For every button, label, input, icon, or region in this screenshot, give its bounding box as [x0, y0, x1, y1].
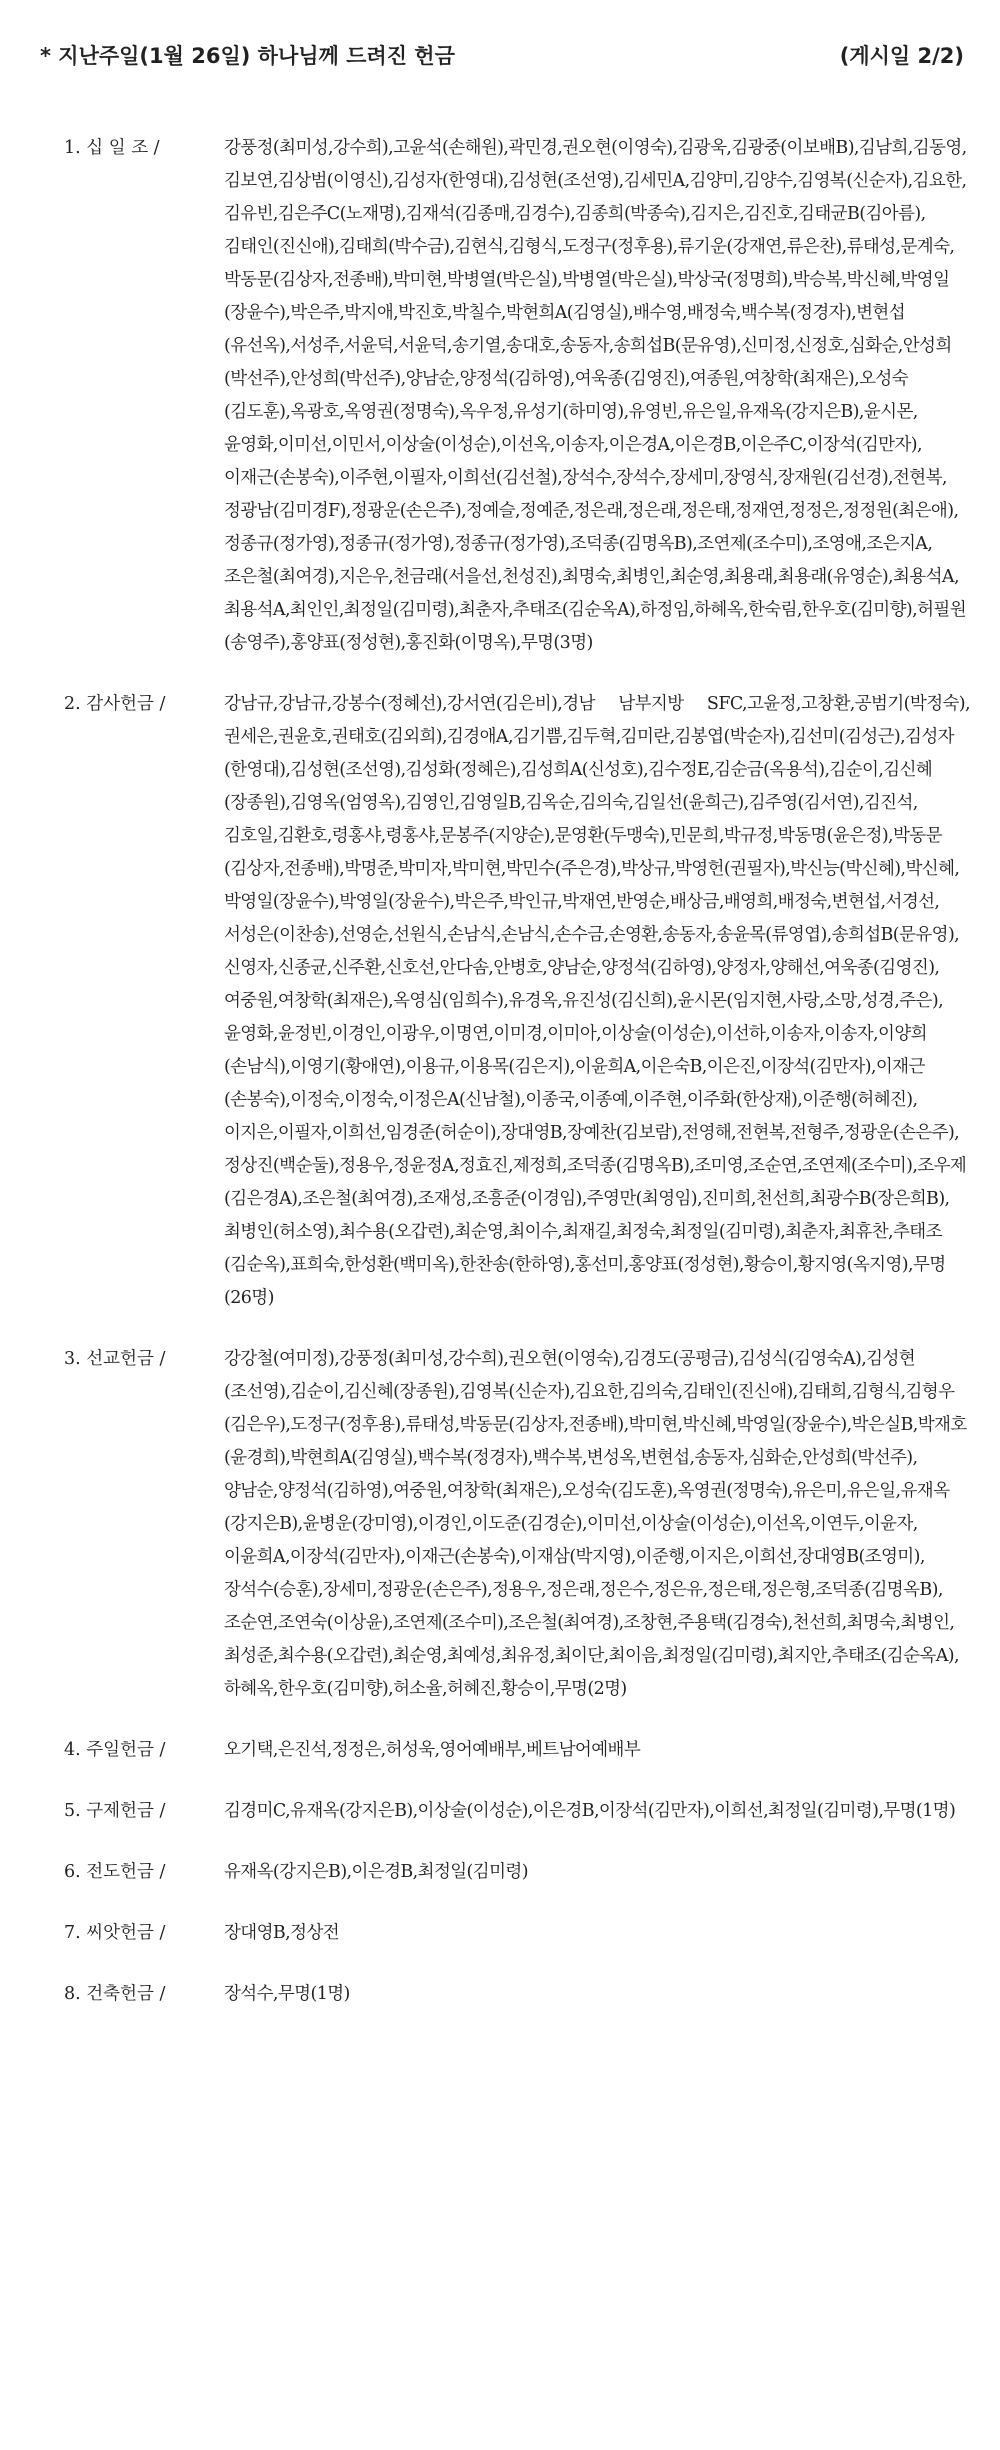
donor-list: 강풍정(최미성,강수희),고윤석(손해원),곽민경,권오현(이영숙),김광욱,김광중(이보배B),김남희,김동영,김보연,김상범(이영신),김성자(한영대),김성현(조선영),김세민A,김양미,김양수,김영복(신순자),김요한,김유빈,김은주C(노재명),김재석(김종매,김경수),김종희(박종숙),김지은,김진호,김태균B(김아름),김태인(진신애),김태희(박수금),김현식,김형식,도정구(정후용),류기운(강재연,류은찬),류태성,문계숙,박동문(김상자,전종배),박미현,박병열(박은실),박병열(박은실),박상국(정명희),박승복,박신혜,박영일(장윤수),박은주,박지애,박진호,박칠수,박현희A(김영실),배수영,배정숙,백수복(정경자),변현섭(유선옥),서성주,서윤덕,서윤덕,송기열,송대호,송동자,송희섭B(문유영),신미정,신정호,심화순,안성희(박선주),안성희(박선주),양남순,양정석(김하영),여욱종(김영진),여종원,여창학(최재은),오성숙(김도훈),옥광호,옥영권(정명숙),옥우정,유성기(하미영),유영빈,유은일,유재옥(강지은B),윤시몬,윤영화,이미선,이민서,이상술(이성순),이선옥,이송자,이은경A,이은경B,이은주C,이장석(김만자),이재근(손봉숙),이주현,이필자,이희선(김선철),장석수,장석수,장세미,장영식,장재원(김선경),전현복,정광남(김미경F),정광운(손은주),정예슬,정예준,정은래,정은래,정은태,정재연,정정은,정정원(최은애),정종규(정가영),정종규(정가영),정종규(정가영),조덕종(김명옥B),조연제(조수미),조영애,조은지A,조은철(최여경),지은우,천금래(서을선,천성진),최명숙,최병인,최순영,최용래,최용래(유영순),최용석A,최용석A,최인인,최정일(김미령),최춘자,추태조(김순옥A),하정임,하혜옥,한숙림,한우호(김미향),허필원(송영주),홍양표(정성현),홍진화(이명옥),무명(3명) — [224, 138, 967, 653]
donor-list: 장대영B,정상전 — [224, 1923, 340, 1943]
section-label: 5. 구제헌금 / — [64, 1801, 166, 1821]
donor-list: 김경미C,유재옥(강지은B),이상술(이성순),이은경B,이장석(김만자),이희선,최정일(김미령),무명(1명) — [224, 1801, 956, 1821]
section-evangelism — [40, 1856, 976, 1889]
section-label: 7. 씨앗헌금 / — [64, 1923, 166, 1943]
donor-list: 강남규,강남규,강봉수(정혜선),강서연(김은비),경남 남부지방 SFC,고윤정,고창환,공범기(박정숙),권세은,권윤호,권태호(김외희),김경애A,김기쁨,김두혁,김미란,김봉엽(박순자),김선미(김성근),김성자(한영대),김성현(조선영),김성화(정혜은),김성희A(신성호),김수정E,김순금(옥용석),김순이,김신혜(장종원),김영옥(엄영옥),김영인,김영일B,김옥순,김의숙,김일선(윤희근),김주영(김서연),김진석,김호일,김환호,령홍샤,령홍샤,문봉주(지양순),문영환(두맹숙),민문희,박규정,박동명(윤은정),박동문(김상자,전종배),박명준,박미자,박미현,박민수(주은경),박상규,박영헌(권필자),박신능(박신혜),박신혜,박영일(장윤수),박영일(장윤수),박은주,박인규,박재연,반영순,배상금,배영희,배정숙,변현섭,서경선,서성은(이찬송),선영순,선원식,손남식,손남식,손수금,손영환,송동자,송윤목(류영엽),송희섭B(문유영),신영자,신종균,신주환,신호선,안다솜,안병호,양남순,양정석(김하영),양정자,양해선,여욱종(김영진),여중원,여창학(최재은),옥영심(임희수),유경옥,유진성(김신희),윤시몬(임지현,사랑,소망,성경,주은),윤영화,윤정빈,이경인,이광우,이명연,이미경,이미아,이상술(이성순),이선하,이송자,이송자,이양희(손남식),이영기(황애연),이용규,이용목(김은지),이윤희A,이은숙B,이은진,이장석(김만자),이재근(손봉숙),이정숙,이정숙,이정은A(신남철),이종국,이종예,이주현,이주화(한상재),이준행(허혜진),이지은,이필자,이희선,임경준(허순이),장대영B,장예찬(김보람),전영해,전현복,전형주,정광운(손은주),정상진(백순둘),정용우,정윤정A,정효진,제정희,조덕종(김명옥B),조미영,조순연,조연제(조수미),조우제(김은경A),조은철(최여경),조재성,조흥준(이경임),주영만(최영임),진미희,천선희,최광수B(장은희B),최병인(허소영),최수용(오갑련),최순영,최이수,최재길,최정숙,최정일(김미령),최춘자,최휴찬,추태조(김순옥),표희숙,한성환(백미옥),한찬송(한하영),홍선미,홍양표(정성현),황승이,황지영(옥지영),무명(26명) — [224, 694, 970, 1308]
donor-list: 강강철(여미정),강풍정(최미성,강수희),권오현(이영숙),김경도(공평금),김성식(김영숙A),김성현(조선영),김순이,김신혜(장종원),김영복(신순자),김요한,김의숙,김태인(진신애),김태희,김형식,김형우(김은우),도정구(정후용),류태성,박동문(김상자,전종배),박미현,박신혜,박영일(장윤수),박은실B,박재호(윤경희),박현희A(김영실),백수복(정경자),백수복,변성옥,변현섭,송동자,심화순,안성희(박선주),양남순,양정석(김하영),여중원,여창학(최재은),오성숙(김도훈),옥영권(정명숙),유은미,유은일,유재옥(강지은B),윤병운(강미영),이경인,이도준(김경순),이미선,이상술(이성순),이선옥,이연두,이윤자,이윤희A,이장석(김만자),이재근(손봉숙),이재삼(박지영),이준행,이지은,이희선,장대영B(조영미),장석수(승훈),장세미,정광운(손은주),정용우,정은래,정은수,정은유,정은태,정은형,조덕종(김명옥B),조순연,조연숙(이상윤),조연제(조수미),조은철(최여경),조창현,주용택(김경숙),천선희,최명숙,최병인,최성준,최수용(오갑련),최순영,최예성,최유정,최이단,최이음,최정일(김미령),최지안,추태조(김순옥A),하혜옥,한우호(김미향),허소율,허혜진,황승이,무명(2명) — [224, 1349, 967, 1699]
section-label: 3. 선교헌금 / — [64, 1349, 166, 1369]
donor-list: 오기택,은진석,정정은,허성욱,영어예배부,베트남어예배부 — [224, 1740, 641, 1760]
posted-date: (게시일 2/2) — [839, 44, 964, 68]
section-label: 8. 건축헌금 / — [64, 1984, 166, 2004]
donor-list: 장석수,무명(1명) — [224, 1984, 350, 2004]
section-label: 1. 십 일 조 / — [64, 138, 160, 158]
section-label: 6. 전도헌금 / — [64, 1862, 166, 1882]
section-thanksgiving — [40, 688, 976, 1315]
section-tithe — [40, 132, 976, 660]
section-label: 4. 주일헌금 / — [64, 1740, 166, 1760]
section-relief — [40, 1795, 976, 1828]
section-sunday — [40, 1734, 976, 1767]
offering-header — [40, 40, 976, 80]
section-label: 2. 감사헌금 / — [64, 694, 166, 714]
section-building — [40, 1978, 976, 2011]
donor-list: 유재옥(강지은B),이은경B,최정일(김미령) — [224, 1862, 528, 1882]
offering-title: * 지난주일(1월 26일) 하나님께 드려진 헌금 — [40, 44, 455, 68]
section-mission — [40, 1343, 976, 1706]
section-seed — [40, 1917, 976, 1950]
